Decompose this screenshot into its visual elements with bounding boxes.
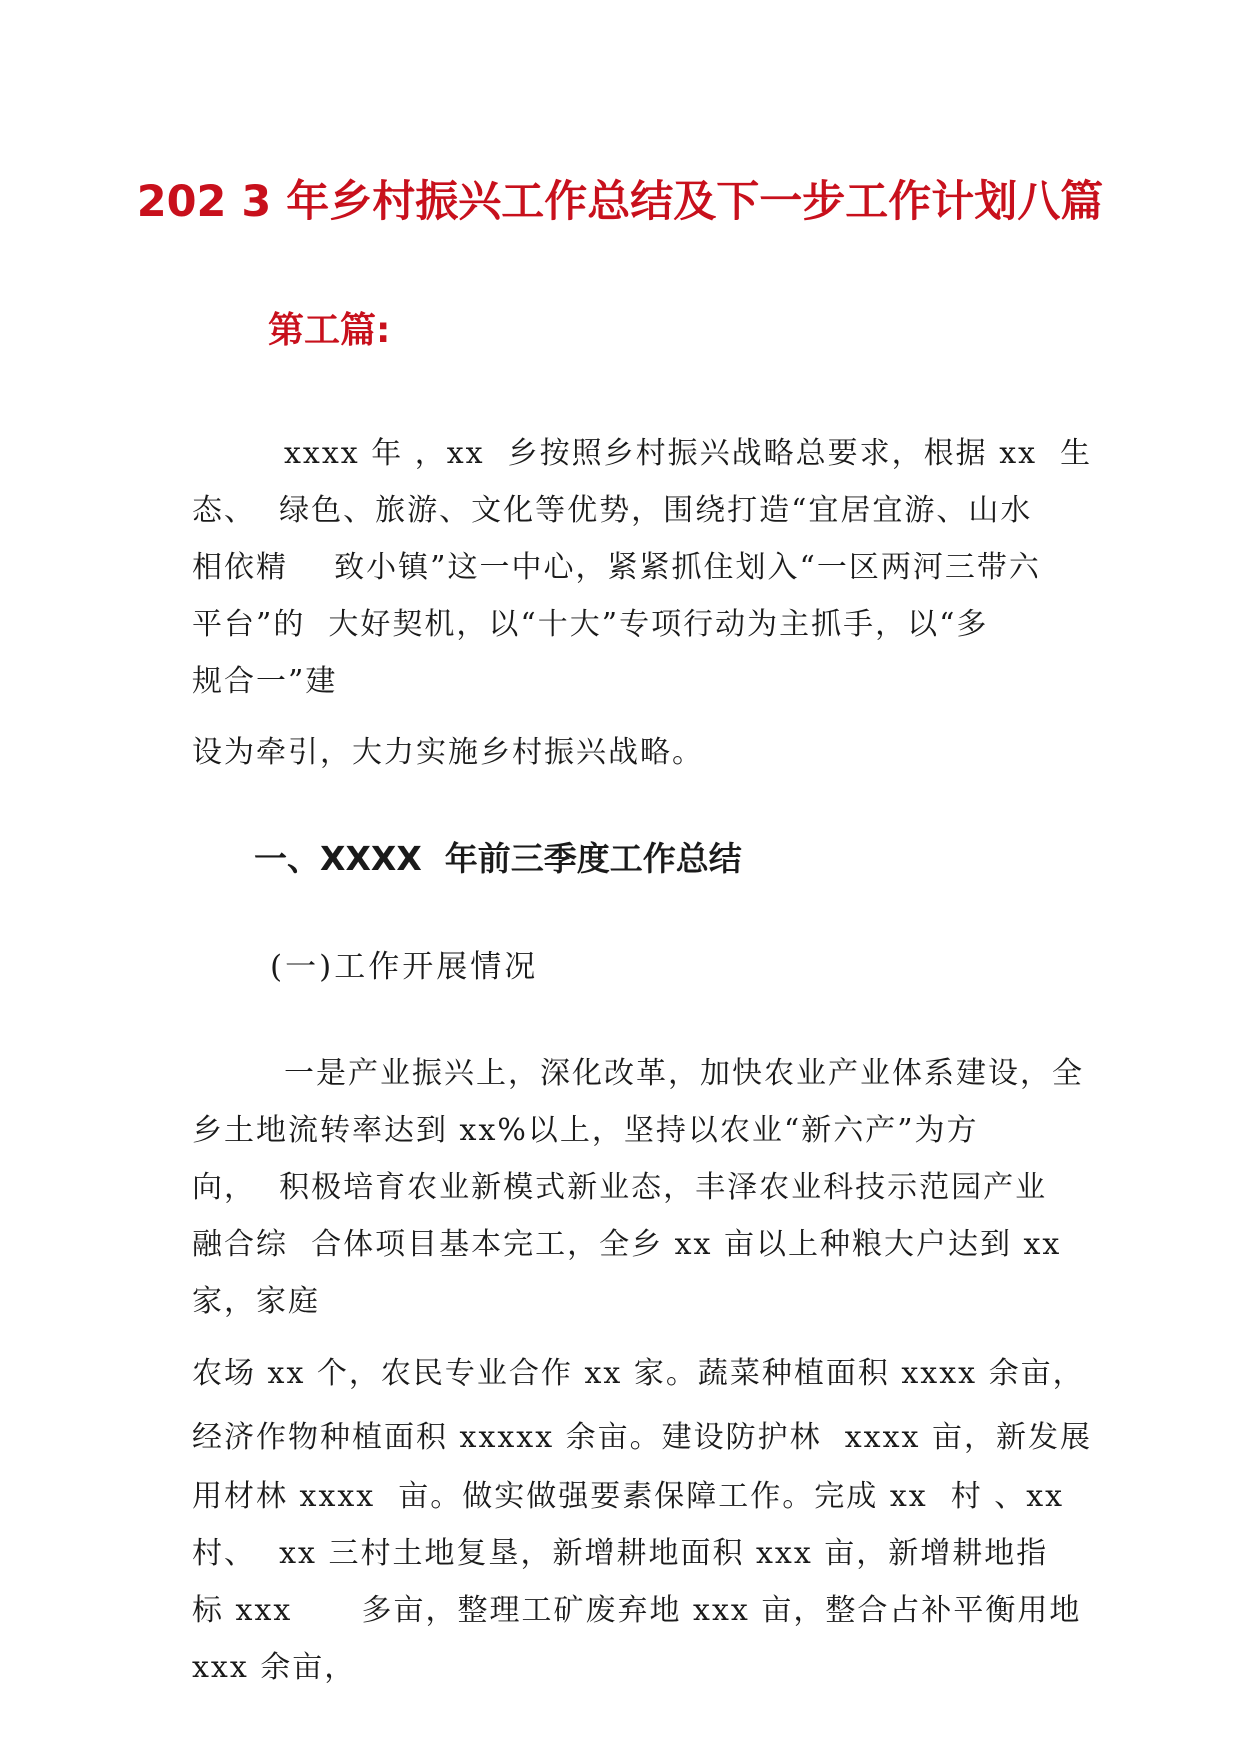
text-line: 融合综 合体项目基本完工，全乡 xx 亩以上种粮大户达到 xx [192, 1227, 1062, 1262]
text-line: 标 xxx 多亩，整理工矿废弃地 xxx 亩，整合占补平衡用地 [192, 1593, 1082, 1628]
text-line: 农场 xx 个，农民专业合作 xx 家。蔬菜种植面积 xxxx 余亩， [192, 1356, 1085, 1391]
text-line: 经济作物种植面积 xxxxx 余亩。建设防护林 xxxx 亩，新发展 [192, 1420, 1092, 1455]
text-line: xxx 余亩， [192, 1650, 357, 1685]
text-line: 用材林 xxxx 亩。做实做强要素保障工作。完成 xx 村 、xx [192, 1479, 1065, 1514]
text-line: 村、 xx 三村土地复垦，新增耕地面积 xxx 亩，新增耕地指 [192, 1536, 1049, 1571]
text-line: 平台”的 大好契机，以“十大”专项行动为主抓手，以“多 [192, 607, 989, 642]
subsection-heading: (一)工作开展情况 [270, 949, 539, 985]
text-line: 设为牵引，大力实施乡村振兴战略。 [192, 735, 704, 770]
document-title: 202 3 年乡村振兴工作总结及下一步工作计划八篇 [136, 177, 1104, 227]
text-line: 相依精 致小镇”这一中心，紧紧抓住划入“一区两河三带六 [192, 550, 1041, 585]
text-line: 向， 积极培育农业新模式新业态，丰泽农业科技示范园产业 [192, 1170, 1048, 1205]
text-line: xxxx 年 ，xx 乡按照乡村振兴战略总要求，根据 xx 生 [252, 436, 1093, 471]
text-line: 一是产业振兴上，深化改革，加快农业产业体系建设，全 [252, 1056, 1084, 1091]
text-line: 乡土地流转率达到 xx%以上，坚持以农业“新六产”为方 [192, 1113, 979, 1148]
text-line: 态、 绿色、旅游、文化等优势，围绕打造“宜居宜游、山水 [192, 493, 1033, 528]
document-subtitle: 第工篇: [268, 310, 391, 351]
section-heading: 一、XXXX 年前三季度工作总结 [254, 839, 742, 878]
text-line: 规合一”建 [192, 664, 338, 699]
text-line: 家，家庭 [192, 1284, 320, 1319]
